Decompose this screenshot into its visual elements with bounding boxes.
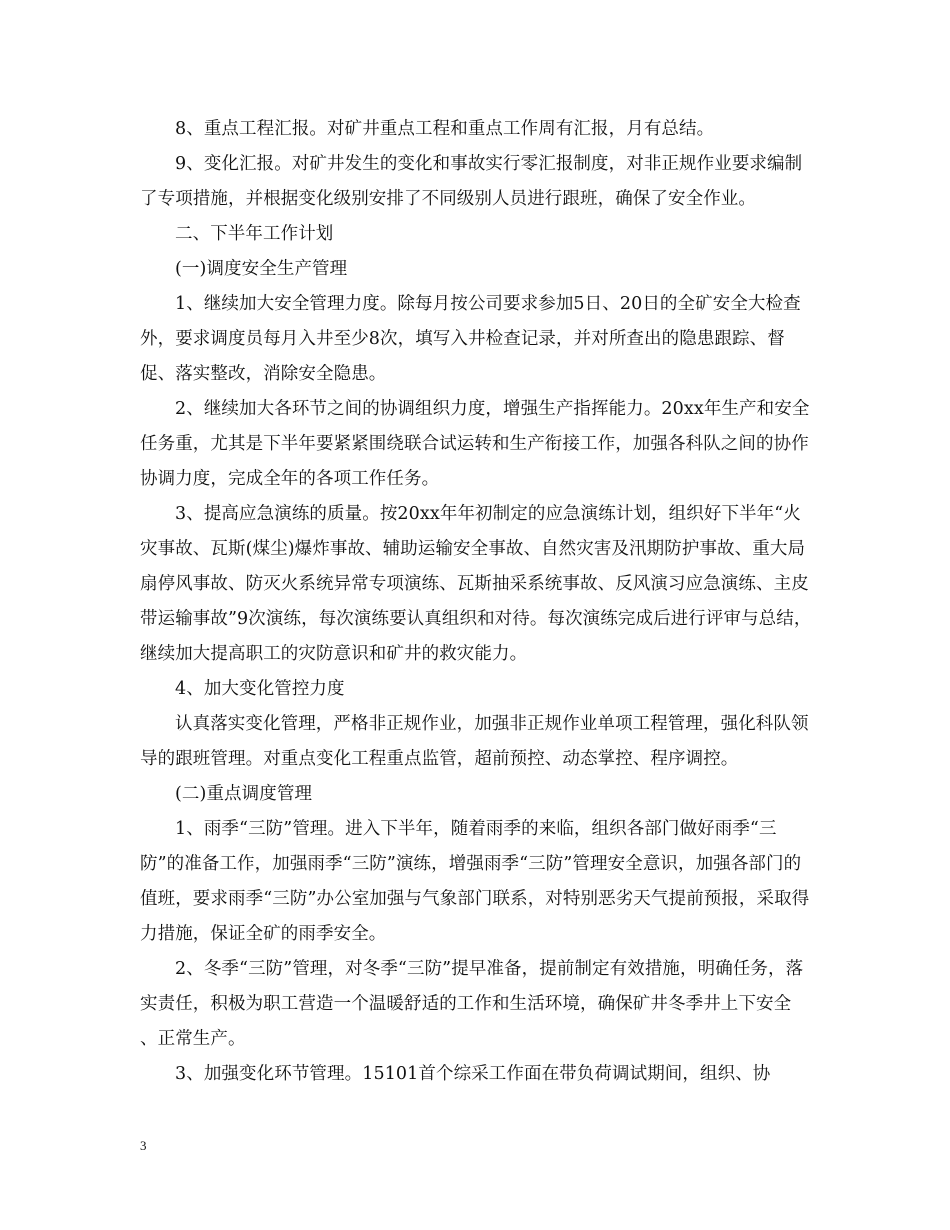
paragraph-dispatch-1: 1、雨季“三防”管理。进入下半年，随着雨季的来临，组织各部门做好雨季“三防”的准备工作，加强雨季“三防”演练，增强雨季“三防”管理安全意识，加强各部门的值班，要求雨季“三防”办公室加强与气象部门联系，对特别恶劣天气提前预报，采取得力措施，保证全矿的雨季安全。 <box>140 819 810 944</box>
subsection-heading-safety: (一)调度安全生产管理 <box>175 259 348 279</box>
paragraph-safety-4: 4、加大变化管控力度 <box>175 679 345 699</box>
paragraph-dispatch-2: 2、冬季“三防”管理，对冬季“三防”提早准备，提前制定有效措施，明确任务，落实责任，积极为职工营造一个温暖舒适的工作和生活环境，确保矿井冬季井上下安全 、正常生产。 <box>140 959 804 1049</box>
paragraph-item-8-report: 8、重点工程汇报。对矿井重点工程和重点工作周有汇报，月有总结。 <box>175 119 715 139</box>
paragraph-dispatch-3: 3、加强变化环节管理。15101首个综采工作面在带负荷调试期间，组织、协 <box>175 1064 771 1084</box>
page-number: 3 <box>140 1138 147 1153</box>
paragraph-safety-2: 2、继续加大各环节之间的协调组织力度，增强生产指挥能力。20xx年生产和安全任务重，尤其是下半年要紧紧围绕联合试运转和生产衔接工作，加强各科队之间的协作协调力度，完成全年的各项工作任务。 <box>140 399 810 489</box>
paragraph-item-9-report: 9、变化汇报。对矿井发生的变化和事故实行零汇报制度，对非正规作业要求编制了专项措施，并根据变化级别安排了不同级别人员进行跟班，确保了安全作业。 <box>140 154 803 209</box>
paragraph-safety-3: 3、提高应急演练的质量。按20xx年年初制定的应急演练计划，组织好下半年“火灾事故、瓦斯(煤尘)爆炸事故、辅助运输安全事故、自然灾害及汛期防护事故、重大局扇停风事故、防灭火系统异常专项演练、瓦斯抽采系统事故、反风演习应急演练、主皮带运输事故”9次演练，每次演练要认真组织和对待。每次演练完成后进行评审与总结，继续加大提高职工的灾防意识和矿井的救灾能力。 <box>140 504 812 664</box>
paragraph-change-management: 认真落实变化管理，严格非正规作业，加强非正规作业单项工程管理，强化科队领导的跟班管理。对重点变化工程重点监管，超前预控、动态掌控、程序调控。 <box>140 714 809 769</box>
document-body <box>140 112 812 1092</box>
section-heading-plan: 二、下半年工作计划 <box>175 224 334 244</box>
subsection-heading-dispatch: (二)重点调度管理 <box>175 784 313 804</box>
paragraph-safety-1: 1、继续加大安全管理力度。除每月按公司要求参加5日、20日的全矿安全大检查外，要求调度员每月入井至少8次，填写入井检查记录，并对所查出的隐患跟踪、督促、落实整改，消除安全隐患。 <box>140 294 801 384</box>
